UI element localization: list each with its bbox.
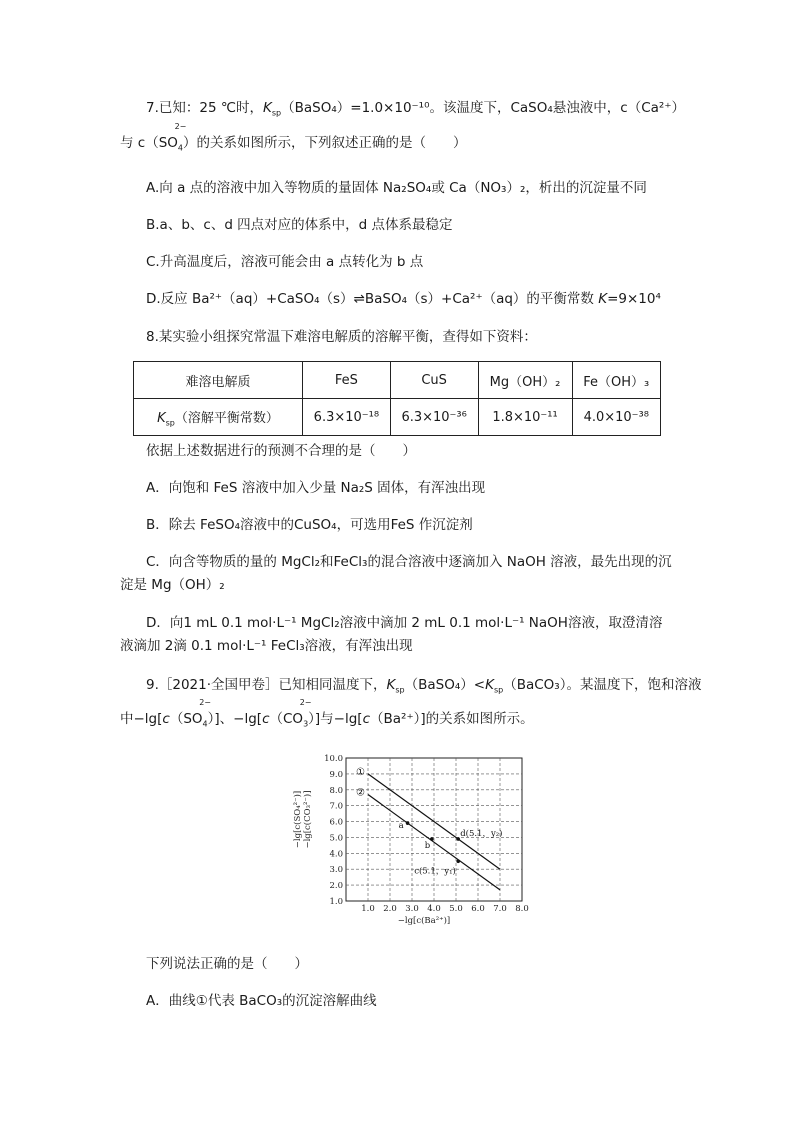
table-header-cell: FeS [303,362,391,399]
q9-stem2-e: ）]与−lg[ [308,711,363,727]
c-symbol: c [162,711,170,727]
point-label: d(5.1，y₂) [460,829,503,840]
point-label: a [398,821,404,832]
q9-stem2-c: ）]、−lg[ [207,711,263,727]
table-row-label [134,399,303,436]
x-tick-label: 4.0 [427,904,441,914]
y-tick-label: 7.0 [329,801,343,812]
series-label-2: ② [356,787,365,799]
q7-stem-text: 7.已知：25 ℃时， [146,100,264,116]
y-tick-label: 1.0 [329,897,343,907]
table-header-row [134,362,661,399]
q9-stem2-d: （CO [269,711,304,727]
q7-option-c: C.升高温度后，溶液可能会由 a 点转化为 b 点 [146,254,424,270]
x-axis-label: −lg[c(Ba²⁺)] [397,916,451,926]
table-row [134,399,661,436]
q9-stem-text: 9.［2021·全国甲卷］已知相同温度下， [146,677,387,693]
q7-option-b: B.a、b、c、d 四点对应的体系中，d 点体系最稳定 [146,217,453,233]
table-cell: 6.3×10⁻³⁶ [390,399,478,436]
c-symbol: c [262,711,270,727]
table-header-cell: Fe（OH）₃ [572,362,660,399]
table-cell: 1.8×10⁻¹¹ [478,399,572,436]
point-label: c(5.1，y₁) [414,866,456,877]
q9-stem-line2 [120,698,534,735]
table-cell: 6.3×10⁻¹⁸ [303,399,391,436]
q8-option-b: B．除去 FeSO₄溶液中的CuSO₄，可选用FeS 作沉淀剂 [146,517,473,533]
table-header-cell: CuS [390,362,478,399]
k-symbol: K [598,291,608,307]
x-tick-label: 2.0 [383,904,397,914]
q8-option-d-line1: D．向1 mL 0.1 mol·L⁻¹ MgCl₂溶液中滴加 2 mL 0.1 mol·L⁻¹ NaOH溶液，取澄清溶 [146,615,663,631]
y-axis-label: −lg[c(CO₃²⁻)] [303,790,313,849]
ksp-subscript: sp [493,685,504,695]
ksp-symbol: K [263,100,272,116]
q7-option-d-value: =9×10⁴ [607,291,661,307]
q9-stem2-f: （Ba²⁺）]的关系如图所示。 [370,711,534,727]
table-header-cell: 难溶电解质 [134,362,303,399]
y-tick-label: 8.0 [329,785,343,796]
q9-option-a: A．曲线①代表 BaCO₃的沉淀溶解曲线 [146,993,377,1009]
q7-option-a: A.向 a 点的溶液中加入等物质的量固体 Na₂SO₄或 Ca（NO₃）₂，析出的沉淀量不同 [146,180,647,196]
carbonate-ion [299,698,312,735]
ksp-symbol: K [386,677,396,693]
data-point [430,837,434,841]
ksp-symbol: K [485,677,494,693]
ion-charge: 2− [199,698,211,707]
point-label: b [424,841,431,852]
q7-option-d [146,289,661,309]
ksp-subscript: sp [395,685,405,695]
x-tick-label: 3.0 [405,904,419,914]
q7-stem-line1 [146,98,685,124]
x-tick-label: 6.0 [471,904,485,914]
q7-stem2-a: 与 c（SO [120,135,178,151]
y-axis-label: −lg[c(SO₄²⁻)] [293,790,303,849]
q7-option-d-text: D.反应 Ba²⁺（aq）+CaSO₄（s）⇌BaSO₄（s）+Ca²⁺（aq）的平衡常数 [146,291,599,307]
table-cell: 4.0×10⁻³⁸ [572,399,660,436]
x-tick-label: 7.0 [493,904,507,914]
ion-index: 4 [202,719,208,729]
x-tick-label: 1.0 [361,904,375,914]
y-tick-label: 3.0 [329,865,343,876]
q8-option-a: A．向饱和 FeS 溶液中加入少量 Na₂S 固体，有浑浊出现 [146,480,486,496]
ksp-table [133,361,661,436]
q8-stem: 8.某实验小组探究常温下难溶电解质的溶解平衡，查得如下资料： [146,329,537,345]
ion-charge: 2− [174,122,187,131]
q9-stem-text-c: （BaCO₃）。某温度下，饱和溶液 [503,677,702,693]
data-point [456,859,460,863]
y-tick-label: 9.0 [329,769,343,780]
y-tick-label: 6.0 [329,817,343,828]
series-label-1: ① [356,766,365,778]
q7-c-ca: c（Ca²⁺） [620,100,685,116]
y-tick-label: 10.0 [324,754,343,764]
q9-stem-line1 [146,675,701,701]
solubility-chart [284,746,534,936]
q8-option-c-line2: 淀是 Mg（OH）₂ [120,577,225,593]
ksp-subscript: sp [165,418,175,428]
q9-stem-text-b: （BaSO₄）< [404,677,486,693]
ksp-subscript: sp [271,108,282,118]
q8-option-c-line1: C．向含等物质的量的 MgCl₂和FeCl₃的混合溶液中逐滴加入 NaOH 溶液，最先出现的沉 [146,554,672,570]
q7-ksp-value: （BaSO₄）=1.0×10⁻¹⁰。该温度下，CaSO₄悬浊液中， [281,100,621,116]
ion-index: 3 [303,719,309,729]
y-tick-label: 4.0 [329,849,343,860]
q9-question: 下列说法正确的是（ ） [146,956,308,972]
c-symbol: c [362,711,371,727]
data-point [406,821,410,825]
sulfate-ion [199,698,211,735]
ion-index: 4 [177,143,184,153]
y-tick-label: 5.0 [329,833,343,844]
table-header-cell: Mg（OH）₂ [478,362,572,399]
q9-stem2-b: （SO [169,711,203,727]
ion-charge: 2− [299,698,312,707]
y-tick-label: 2.0 [329,881,343,892]
sulfate-ion [174,122,187,159]
x-tick-label: 5.0 [449,904,463,914]
row-label-text: （溶解平衡常数） [174,410,279,426]
ksp-symbol: K [157,410,166,426]
q7-stem-line2 [120,122,467,159]
q9-stem2-a: 中−lg[ [120,711,163,727]
x-tick-label: 8.0 [515,904,529,914]
q8-option-d-line2: 液滴加 2滴 0.1 mol·L⁻¹ FeCl₃溶液，有浑浊出现 [120,638,413,654]
q7-stem2-b: ）的关系如图所示，下列叙述正确的是（ ） [183,135,467,151]
q8-question: 依据上述数据进行的预测不合理的是（ ） [146,443,416,459]
